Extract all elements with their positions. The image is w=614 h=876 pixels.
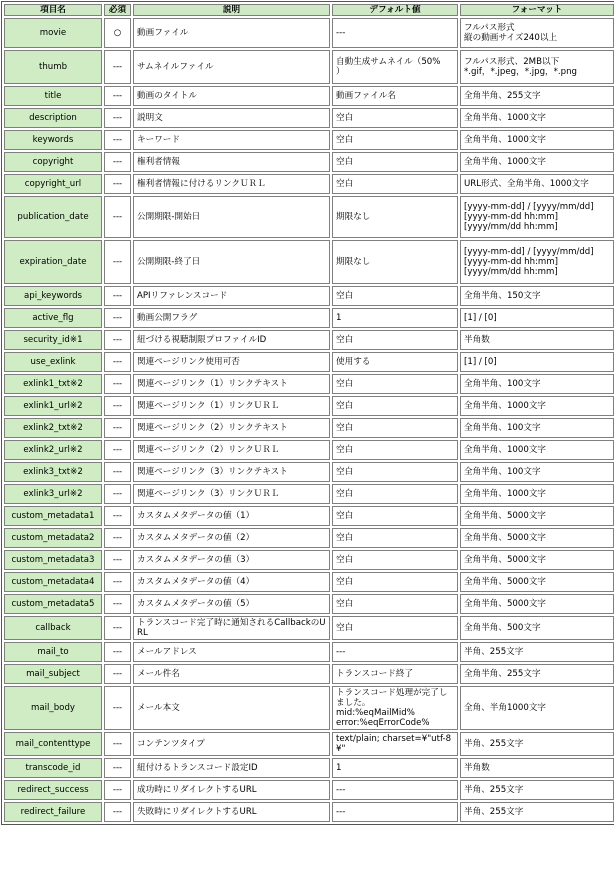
default-value: --- (332, 780, 458, 800)
param-name: exlink2_url※2 (4, 440, 102, 460)
spec-table (1, 1, 614, 825)
required-flag: --- (104, 108, 131, 128)
format: 全角半角、1000文字 (460, 484, 614, 504)
param-description: 関連ページリンク（2）リンクテキスト (133, 418, 330, 438)
required-flag: --- (104, 352, 131, 372)
param-name: exlink3_url※2 (4, 484, 102, 504)
default-value: 自動生成サムネイル（50% ） (332, 50, 458, 84)
param-name: mail_contenttype (4, 732, 102, 756)
required-flag: --- (104, 130, 131, 150)
param-description: 権利者情報に付けるリンクＵＲＬ (133, 174, 330, 194)
format: 全角半角、100文字 (460, 418, 614, 438)
param-name: custom_metadata2 (4, 528, 102, 548)
param-description: 関連ページリンク使用可否 (133, 352, 330, 372)
table-row (4, 152, 614, 172)
param-name: thumb (4, 50, 102, 84)
table-row (4, 308, 614, 328)
table-row (4, 550, 614, 570)
default-value: 空白 (332, 440, 458, 460)
format: [1] / [0] (460, 308, 614, 328)
param-description: カスタムメタデータの値（4） (133, 572, 330, 592)
header-description: 説明 (133, 4, 330, 16)
param-name: custom_metadata4 (4, 572, 102, 592)
required-flag: --- (104, 528, 131, 548)
param-description: メール件名 (133, 664, 330, 684)
table-row (4, 758, 614, 778)
table-row (4, 528, 614, 548)
table-row (4, 50, 614, 84)
param-description: 公開期限-開始日 (133, 196, 330, 238)
format: [yyyy-mm-dd] / [yyyy/mm/dd] [yyyy-mm-dd hh:mm] [yyyy/mm/dd hh:mm] (460, 240, 614, 284)
param-description: トランスコード完了時に通知されるCallbackのURL (133, 616, 330, 640)
table-row (4, 240, 614, 284)
param-description: APIリファレンスコード (133, 286, 330, 306)
table-row (4, 594, 614, 614)
table-row (4, 642, 614, 662)
table-row (4, 506, 614, 526)
param-description: サムネイルファイル (133, 50, 330, 84)
param-name: custom_metadata3 (4, 550, 102, 570)
default-value: 空白 (332, 572, 458, 592)
default-value: 空白 (332, 286, 458, 306)
table-row (4, 286, 614, 306)
param-name: mail_body (4, 686, 102, 730)
default-value: 空白 (332, 594, 458, 614)
param-name: redirect_success (4, 780, 102, 800)
required-flag: --- (104, 50, 131, 84)
format: 全角半角、255文字 (460, 86, 614, 106)
param-description: 権利者情報 (133, 152, 330, 172)
header-name: 項目名 (4, 4, 102, 16)
param-name: custom_metadata1 (4, 506, 102, 526)
header-default: デフォルト値 (332, 4, 458, 16)
param-description: カスタムメタデータの値（1） (133, 506, 330, 526)
table-row (4, 440, 614, 460)
required-flag: ○ (104, 18, 131, 48)
default-value: 1 (332, 308, 458, 328)
default-value: --- (332, 802, 458, 822)
format: 半角、255文字 (460, 642, 614, 662)
required-flag: --- (104, 550, 131, 570)
required-flag: --- (104, 780, 131, 800)
param-description: コンテンツタイプ (133, 732, 330, 756)
format: 全角半角、255文字 (460, 664, 614, 684)
param-name: api_keywords (4, 286, 102, 306)
format: 半角、255文字 (460, 780, 614, 800)
param-name: transcode_id (4, 758, 102, 778)
required-flag: --- (104, 152, 131, 172)
table-row (4, 686, 614, 730)
required-flag: --- (104, 506, 131, 526)
default-value: --- (332, 18, 458, 48)
default-value: 期限なし (332, 196, 458, 238)
default-value: トランスコード処理が完了しました。 mid:%eqMailMid% error:%eqErrorCode% (332, 686, 458, 730)
required-flag: --- (104, 642, 131, 662)
table-row (4, 616, 614, 640)
format: 半角、255文字 (460, 802, 614, 822)
required-flag: --- (104, 286, 131, 306)
param-name: redirect_failure (4, 802, 102, 822)
param-description: 説明文 (133, 108, 330, 128)
format: 全角半角、100文字 (460, 462, 614, 482)
format: 全角半角、100文字 (460, 374, 614, 394)
format: [yyyy-mm-dd] / [yyyy/mm/dd] [yyyy-mm-dd hh:mm] [yyyy/mm/dd hh:mm] (460, 196, 614, 238)
format: 半角数 (460, 758, 614, 778)
param-description: 関連ページリンク（2）リンクＵＲＬ (133, 440, 330, 460)
default-value: 空白 (332, 506, 458, 526)
default-value: text/plain; charset=¥"utf-8¥" (332, 732, 458, 756)
default-value: 空白 (332, 108, 458, 128)
default-value: 空白 (332, 418, 458, 438)
table-row (4, 86, 614, 106)
required-flag: --- (104, 664, 131, 684)
param-name: copyright_url (4, 174, 102, 194)
param-description: カスタムメタデータの値（5） (133, 594, 330, 614)
param-name: mail_subject (4, 664, 102, 684)
required-flag: --- (104, 686, 131, 730)
table-row (4, 196, 614, 238)
default-value: 空白 (332, 374, 458, 394)
param-name: publication_date (4, 196, 102, 238)
default-value: --- (332, 642, 458, 662)
required-flag: --- (104, 462, 131, 482)
table-row (4, 418, 614, 438)
table-row (4, 174, 614, 194)
required-flag: --- (104, 594, 131, 614)
param-description: 成功時にリダイレクトするURL (133, 780, 330, 800)
format: 全角半角、5000文字 (460, 528, 614, 548)
required-flag: --- (104, 732, 131, 756)
table-row (4, 462, 614, 482)
param-name: movie (4, 18, 102, 48)
param-name: use_exlink (4, 352, 102, 372)
format: 全角半角、5000文字 (460, 572, 614, 592)
table-row (4, 664, 614, 684)
param-description: 紐付けるトランスコード設定ID (133, 758, 330, 778)
default-value: 空白 (332, 396, 458, 416)
required-flag: --- (104, 240, 131, 284)
required-flag: --- (104, 484, 131, 504)
table-row (4, 374, 614, 394)
required-flag: --- (104, 330, 131, 350)
table-row (4, 18, 614, 48)
format: 全角半角、1000文字 (460, 396, 614, 416)
table-row (4, 352, 614, 372)
required-flag: --- (104, 572, 131, 592)
format: 全角半角、5000文字 (460, 594, 614, 614)
table-row (4, 130, 614, 150)
default-value: 空白 (332, 174, 458, 194)
param-name: active_flg (4, 308, 102, 328)
required-flag: --- (104, 86, 131, 106)
param-name: custom_metadata5 (4, 594, 102, 614)
default-value: 空白 (332, 484, 458, 504)
default-value: 空白 (332, 462, 458, 482)
table-row (4, 780, 614, 800)
param-name: exlink1_txt※2 (4, 374, 102, 394)
param-name: exlink1_url※2 (4, 396, 102, 416)
param-description: メールアドレス (133, 642, 330, 662)
param-description: 公開期限-終了日 (133, 240, 330, 284)
format: 半角、255文字 (460, 732, 614, 756)
param-name: expiration_date (4, 240, 102, 284)
format: 全角半角、1000文字 (460, 152, 614, 172)
default-value: 動画ファイル名 (332, 86, 458, 106)
param-name: description (4, 108, 102, 128)
param-description: カスタムメタデータの値（3） (133, 550, 330, 570)
format: 全角半角、5000文字 (460, 506, 614, 526)
param-description: 失敗時にリダイレクトするURL (133, 802, 330, 822)
format: 全角半角、1000文字 (460, 108, 614, 128)
header-row (4, 4, 614, 16)
param-description: 紐づける視聴制限プロファイルID (133, 330, 330, 350)
header-format: フォーマット (460, 4, 614, 16)
param-name: exlink2_txt※2 (4, 418, 102, 438)
default-value: 期限なし (332, 240, 458, 284)
default-value: 空白 (332, 528, 458, 548)
param-name: mail_to (4, 642, 102, 662)
param-name: exlink3_txt※2 (4, 462, 102, 482)
param-name: security_id※1 (4, 330, 102, 350)
table-row (4, 732, 614, 756)
param-description: メール本文 (133, 686, 330, 730)
param-description: 関連ページリンク（1）リンクＵＲＬ (133, 396, 330, 416)
format: 全角半角、500文字 (460, 616, 614, 640)
format: URL形式、全角半角、1000文字 (460, 174, 614, 194)
param-name: title (4, 86, 102, 106)
param-name: copyright (4, 152, 102, 172)
param-description: 関連ページリンク（3）リンクＵＲＬ (133, 484, 330, 504)
table-row (4, 330, 614, 350)
default-value: 1 (332, 758, 458, 778)
param-description: キーワード (133, 130, 330, 150)
table-row (4, 108, 614, 128)
param-description: 関連ページリンク（1）リンクテキスト (133, 374, 330, 394)
table-row (4, 396, 614, 416)
required-flag: --- (104, 418, 131, 438)
required-flag: --- (104, 196, 131, 238)
required-flag: --- (104, 758, 131, 778)
default-value: 空白 (332, 550, 458, 570)
format: [1] / [0] (460, 352, 614, 372)
default-value: 空白 (332, 130, 458, 150)
required-flag: --- (104, 308, 131, 328)
param-description: 動画ファイル (133, 18, 330, 48)
default-value: 空白 (332, 330, 458, 350)
required-flag: --- (104, 174, 131, 194)
param-name: callback (4, 616, 102, 640)
param-description: カスタムメタデータの値（2） (133, 528, 330, 548)
param-description: 動画のタイトル (133, 86, 330, 106)
required-flag: --- (104, 440, 131, 460)
format: フルパス形式、2MB以下 *.gif，*.jpeg，*.jpg，*.png (460, 50, 614, 84)
required-flag: --- (104, 802, 131, 822)
param-name: keywords (4, 130, 102, 150)
default-value: 空白 (332, 616, 458, 640)
param-description: 関連ページリンク（3）リンクテキスト (133, 462, 330, 482)
required-flag: --- (104, 396, 131, 416)
required-flag: --- (104, 616, 131, 640)
required-flag: --- (104, 374, 131, 394)
format: 全角半角、1000文字 (460, 130, 614, 150)
table-row (4, 484, 614, 504)
format: 全角半角、1000文字 (460, 440, 614, 460)
default-value: トランスコード終了 (332, 664, 458, 684)
format: 全角半角、150文字 (460, 286, 614, 306)
format: 全角半角、5000文字 (460, 550, 614, 570)
table-row (4, 572, 614, 592)
format: 半角数 (460, 330, 614, 350)
default-value: 空白 (332, 152, 458, 172)
param-description: 動画公開フラグ (133, 308, 330, 328)
table-row (4, 802, 614, 822)
format: フルパス形式 縦の動画サイズ240以上 (460, 18, 614, 48)
default-value: 使用する (332, 352, 458, 372)
format: 全角、半角1000文字 (460, 686, 614, 730)
header-required: 必須 (104, 4, 131, 16)
